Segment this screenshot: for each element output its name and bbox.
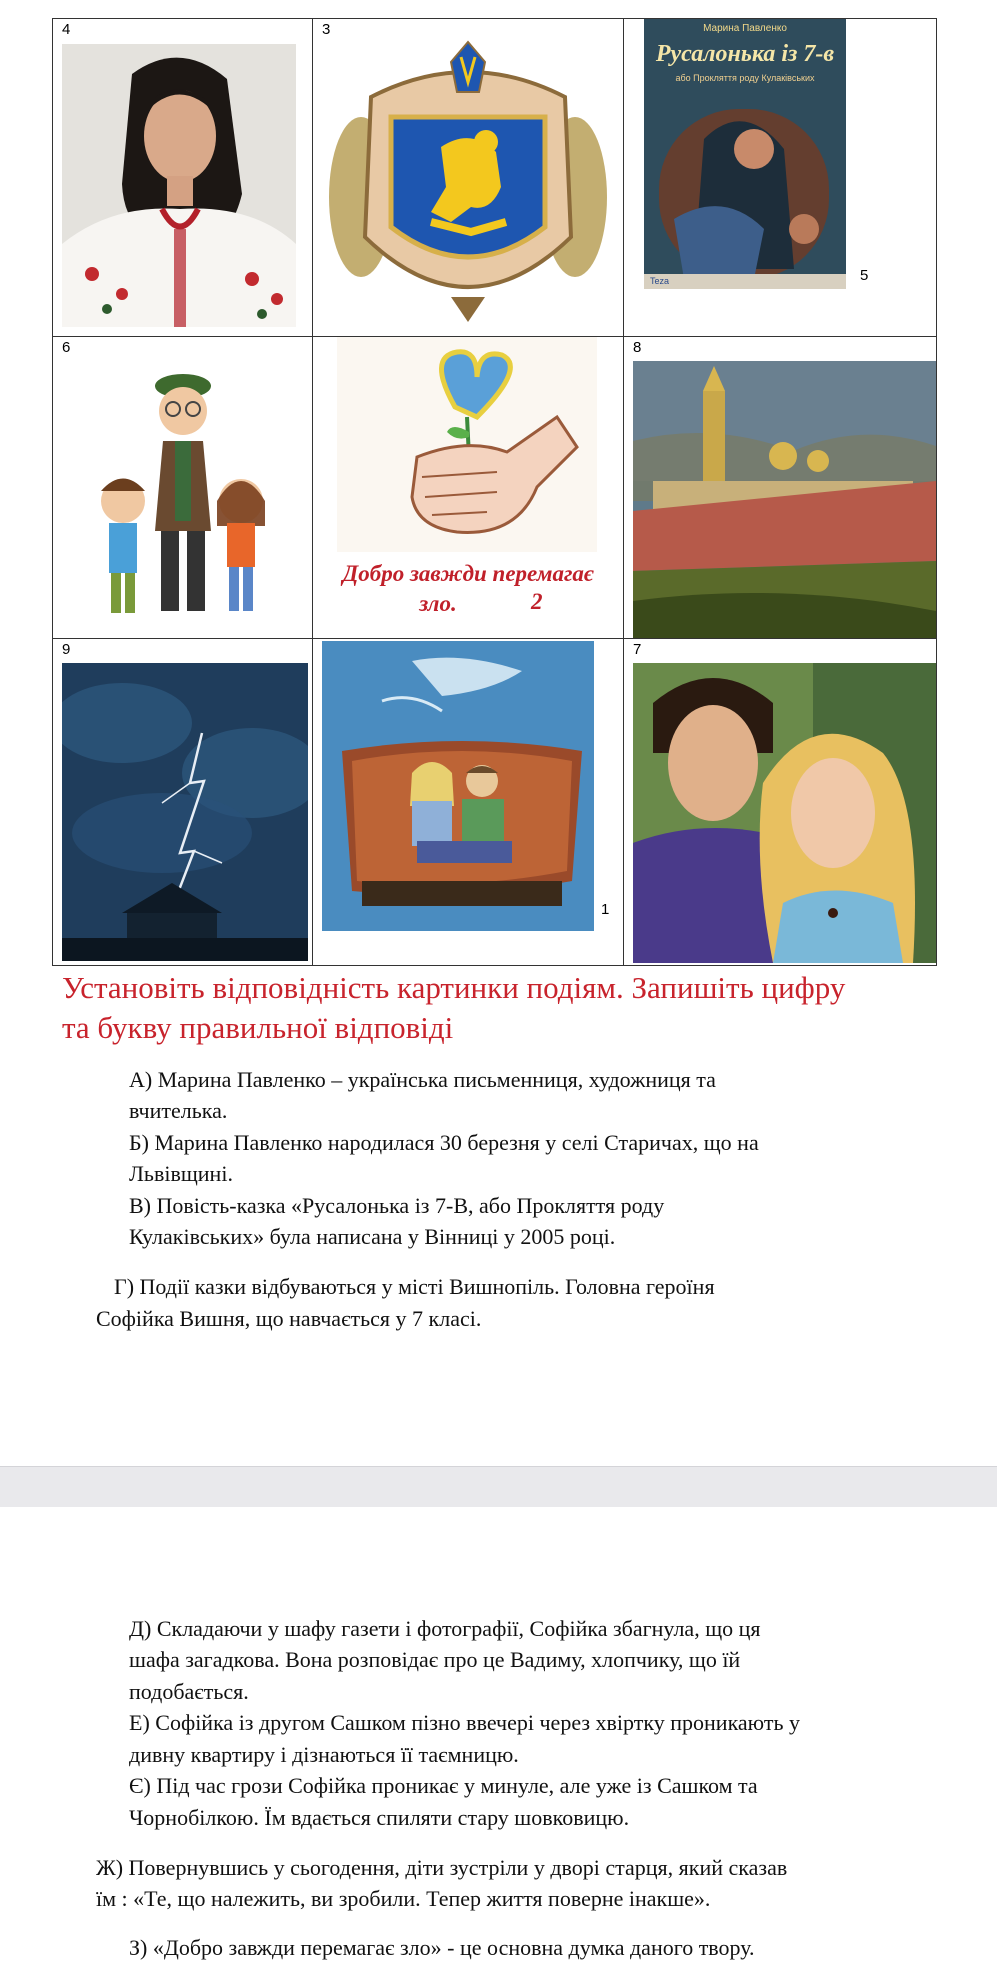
cell-number: 7 — [633, 641, 642, 658]
item-e-line-2: дивну квартиру і дізнаються її таємницю. — [129, 1742, 519, 1767]
item-d-line-3: подобається. — [129, 1679, 249, 1704]
book-cover-title: Русалонька із 7-в — [655, 41, 835, 67]
book-cover-image — [644, 19, 846, 289]
page-divider — [0, 1466, 997, 1508]
grid-cell-5 — [624, 19, 936, 337]
item-d-line-1: Д) Складаючи у шафу газети і фотографії, Софійка збагнула, що ця — [129, 1616, 761, 1641]
grid-cell-4 — [53, 19, 313, 337]
item-g-line-2: Софійка Вишня, що навчається у 7 класі. — [96, 1306, 482, 1331]
cell-number: 3 — [322, 21, 331, 38]
item-z-line-1: З) «Добро завжди перемагає зло» - це основна думка даного твору. — [129, 1935, 755, 1960]
task-title-line-2: та букву правильної відповіді — [62, 1010, 454, 1045]
item-ye-line-1: Є) Під час грози Софійка проникає у минуле, але уже із Сашком та — [129, 1773, 758, 1798]
item-zh-line-1: Ж) Повернувшись у сьогодення, діти зустріли у дворі старця, який сказав — [96, 1855, 788, 1880]
cell-number: 5 — [860, 267, 869, 284]
book-cover-publisher: Teza — [650, 276, 670, 286]
item-ye-line-2: Чорнобілкою. Їм вдається спиляти стару шовковицю. — [129, 1805, 630, 1830]
item-v-line-2: Кулаківських» була написана у Вінниці у 2005 році. — [129, 1224, 616, 1249]
item-b-line-2: Львівщині. — [129, 1161, 233, 1186]
caption-line-2: зло. — [419, 591, 457, 616]
item-a-line-2: вчителька. — [129, 1098, 228, 1123]
cell-number: 9 — [62, 641, 71, 658]
picture-grid — [52, 18, 937, 966]
grid-cell-3 — [313, 19, 624, 337]
book-cover-subtitle: або Прокляття роду Кулаківських — [675, 73, 815, 83]
coat-of-arms-image — [321, 37, 615, 329]
cell-number: 4 — [62, 21, 71, 38]
item-g-line-1: Г) Події казки відбуваються у місті Вишнопіль. Головна героїня — [114, 1274, 715, 1299]
flying-carpet-image — [322, 641, 594, 931]
cell-number: 8 — [633, 339, 642, 356]
grid-cell-7 — [624, 639, 936, 965]
lightning-storm-image — [62, 663, 308, 961]
item-e-line-1: Е) Софійка із другом Сашком пізно ввечері через хвіртку проникають у — [129, 1710, 800, 1735]
item-d-line-2: шафа загадкова. Вона розповідає про це Вадиму, хлопчику, що їй — [129, 1647, 741, 1672]
grid-cell-9 — [53, 639, 313, 965]
cell-number: 2 — [531, 589, 543, 614]
cell-number: 6 — [62, 339, 71, 356]
document-page-2 — [0, 1507, 997, 1974]
item-b-line-1: Б) Марина Павленко народилася 30 березня у селі Старичах, що на — [129, 1130, 759, 1155]
task-title — [62, 968, 932, 1048]
monastery-painting-image — [633, 361, 936, 639]
item-zh-line-2: їм : «Те, що належить, ви зробили. Тепер життя поверне інакше». — [96, 1886, 711, 1911]
cell-number: 1 — [601, 901, 610, 918]
caption-line-1: Добро завжди перемагає — [342, 561, 594, 586]
boy-and-girl-painting-image — [633, 663, 936, 963]
grid-cell-6 — [53, 337, 313, 639]
item-a-line-1: А) Марина Павленко – українська письменниця, художниця та — [129, 1067, 716, 1092]
heart-in-hand-image — [337, 337, 597, 552]
woman-portrait-image — [62, 44, 296, 327]
grid-cell-8 — [624, 337, 936, 639]
grid-cell-2 — [313, 337, 624, 639]
item-v-line-1: В) Повість-казка «Русалонька із 7-В, або Прокляття роду — [129, 1193, 665, 1218]
task-title-line-1: Установіть відповідність картинки подіям. Запишіть цифру — [62, 970, 846, 1005]
book-cover-author: Марина Павленко — [703, 23, 787, 34]
grandfather-children-image — [93, 361, 273, 631]
grid-cell-1 — [313, 639, 624, 965]
